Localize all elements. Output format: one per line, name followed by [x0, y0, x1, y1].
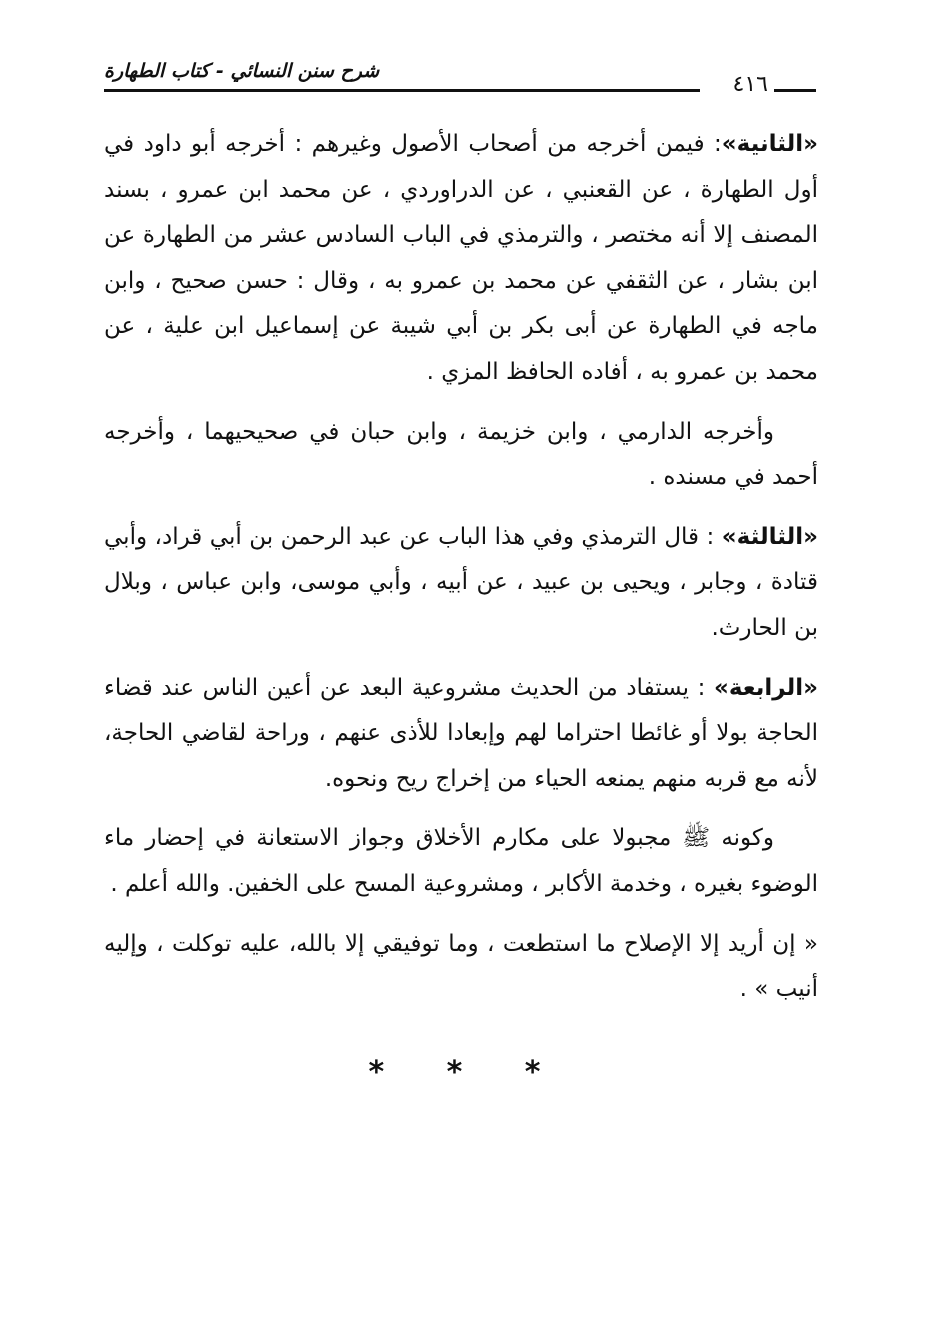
page-number-dash — [774, 89, 816, 92]
paragraph-text: وكونه ﷺ مجبولا على مكارم الأخلاق وجواز الاستعانة في إحضار ماء الوضوء بغيره ، وخدمة الأكابر ، ومشروعية المسح على الخفين. والله أعلم . — [104, 825, 818, 897]
paragraph-fourth — [104, 666, 818, 803]
header-title: شرح سنن النسائي - كتاب الطهارة — [104, 60, 380, 82]
paragraph-text: وأخرجه الدارمي ، وابن خزيمة ، وابن حبان في صحيحيهما ، وأخرجه أحمد في مسنده . — [104, 418, 818, 491]
body-text — [104, 122, 818, 1027]
header-rule — [104, 89, 700, 92]
paragraph-text: : قال الترمذي وفي هذا الباب عن عبد الرحمن بن أبي قراد، وأبي قتادة ، وجابر ، ويحيى بن عبيد ، عن أبيه ، وأبي موسى، وابن عباس ، وبلال بن الحارث. — [104, 523, 818, 641]
page-number: ٤١٦ — [732, 72, 768, 97]
paragraph-third — [104, 515, 818, 652]
paragraph-label: «الرابعة» — [714, 674, 818, 701]
paragraph-text: : يستفاد من الحديث مشروعية البعد عن أعين الناس عند قضاء الحاجة بولا أو غائطا احتراما لهم وإبعادا للأذى عنهم ، وراحة لقاضي الحاجة، لأنه مع قربه منهم يمنعه الحياء من إخراج ريح ونحوه. — [104, 674, 818, 792]
closing-quote: « إن أريد إلا الإصلاح ما استطعت ، وما توفيقي إلا بالله، عليه توكلت ، وإليه أنيب » . — [104, 930, 818, 1003]
section-separator: * * * — [368, 1055, 567, 1090]
paragraph-also-narrated — [104, 410, 818, 501]
running-header — [104, 58, 816, 102]
paragraph-label: «الثانية» — [721, 131, 818, 157]
paragraph-label: «الثالثة» — [721, 523, 818, 550]
paragraph-second — [104, 122, 818, 396]
paragraph-prophet-character — [104, 816, 818, 907]
paragraph-text: : فيمن أخرجه من أصحاب الأصول وغيرهم : أخرجه أبو داود في أول الطهارة ، عن القعنبي ، عن الدراوردي ، عن محمد ابن عمرو ، بسند المصنف إلا أنه مختصر ، والترمذي في الباب السادس عشر من الطهارة عن ابن بشار ، عن الثقفي عن محمد بن عمرو به ، وقال : حسن صحيح ، وابن ماجه في الطهارة عن أبى بكر بن أبي شيبة عن إسماعيل ابن علية ، عن محمد بن عمرو به ، أفاده الحافظ المزي . — [104, 131, 818, 385]
